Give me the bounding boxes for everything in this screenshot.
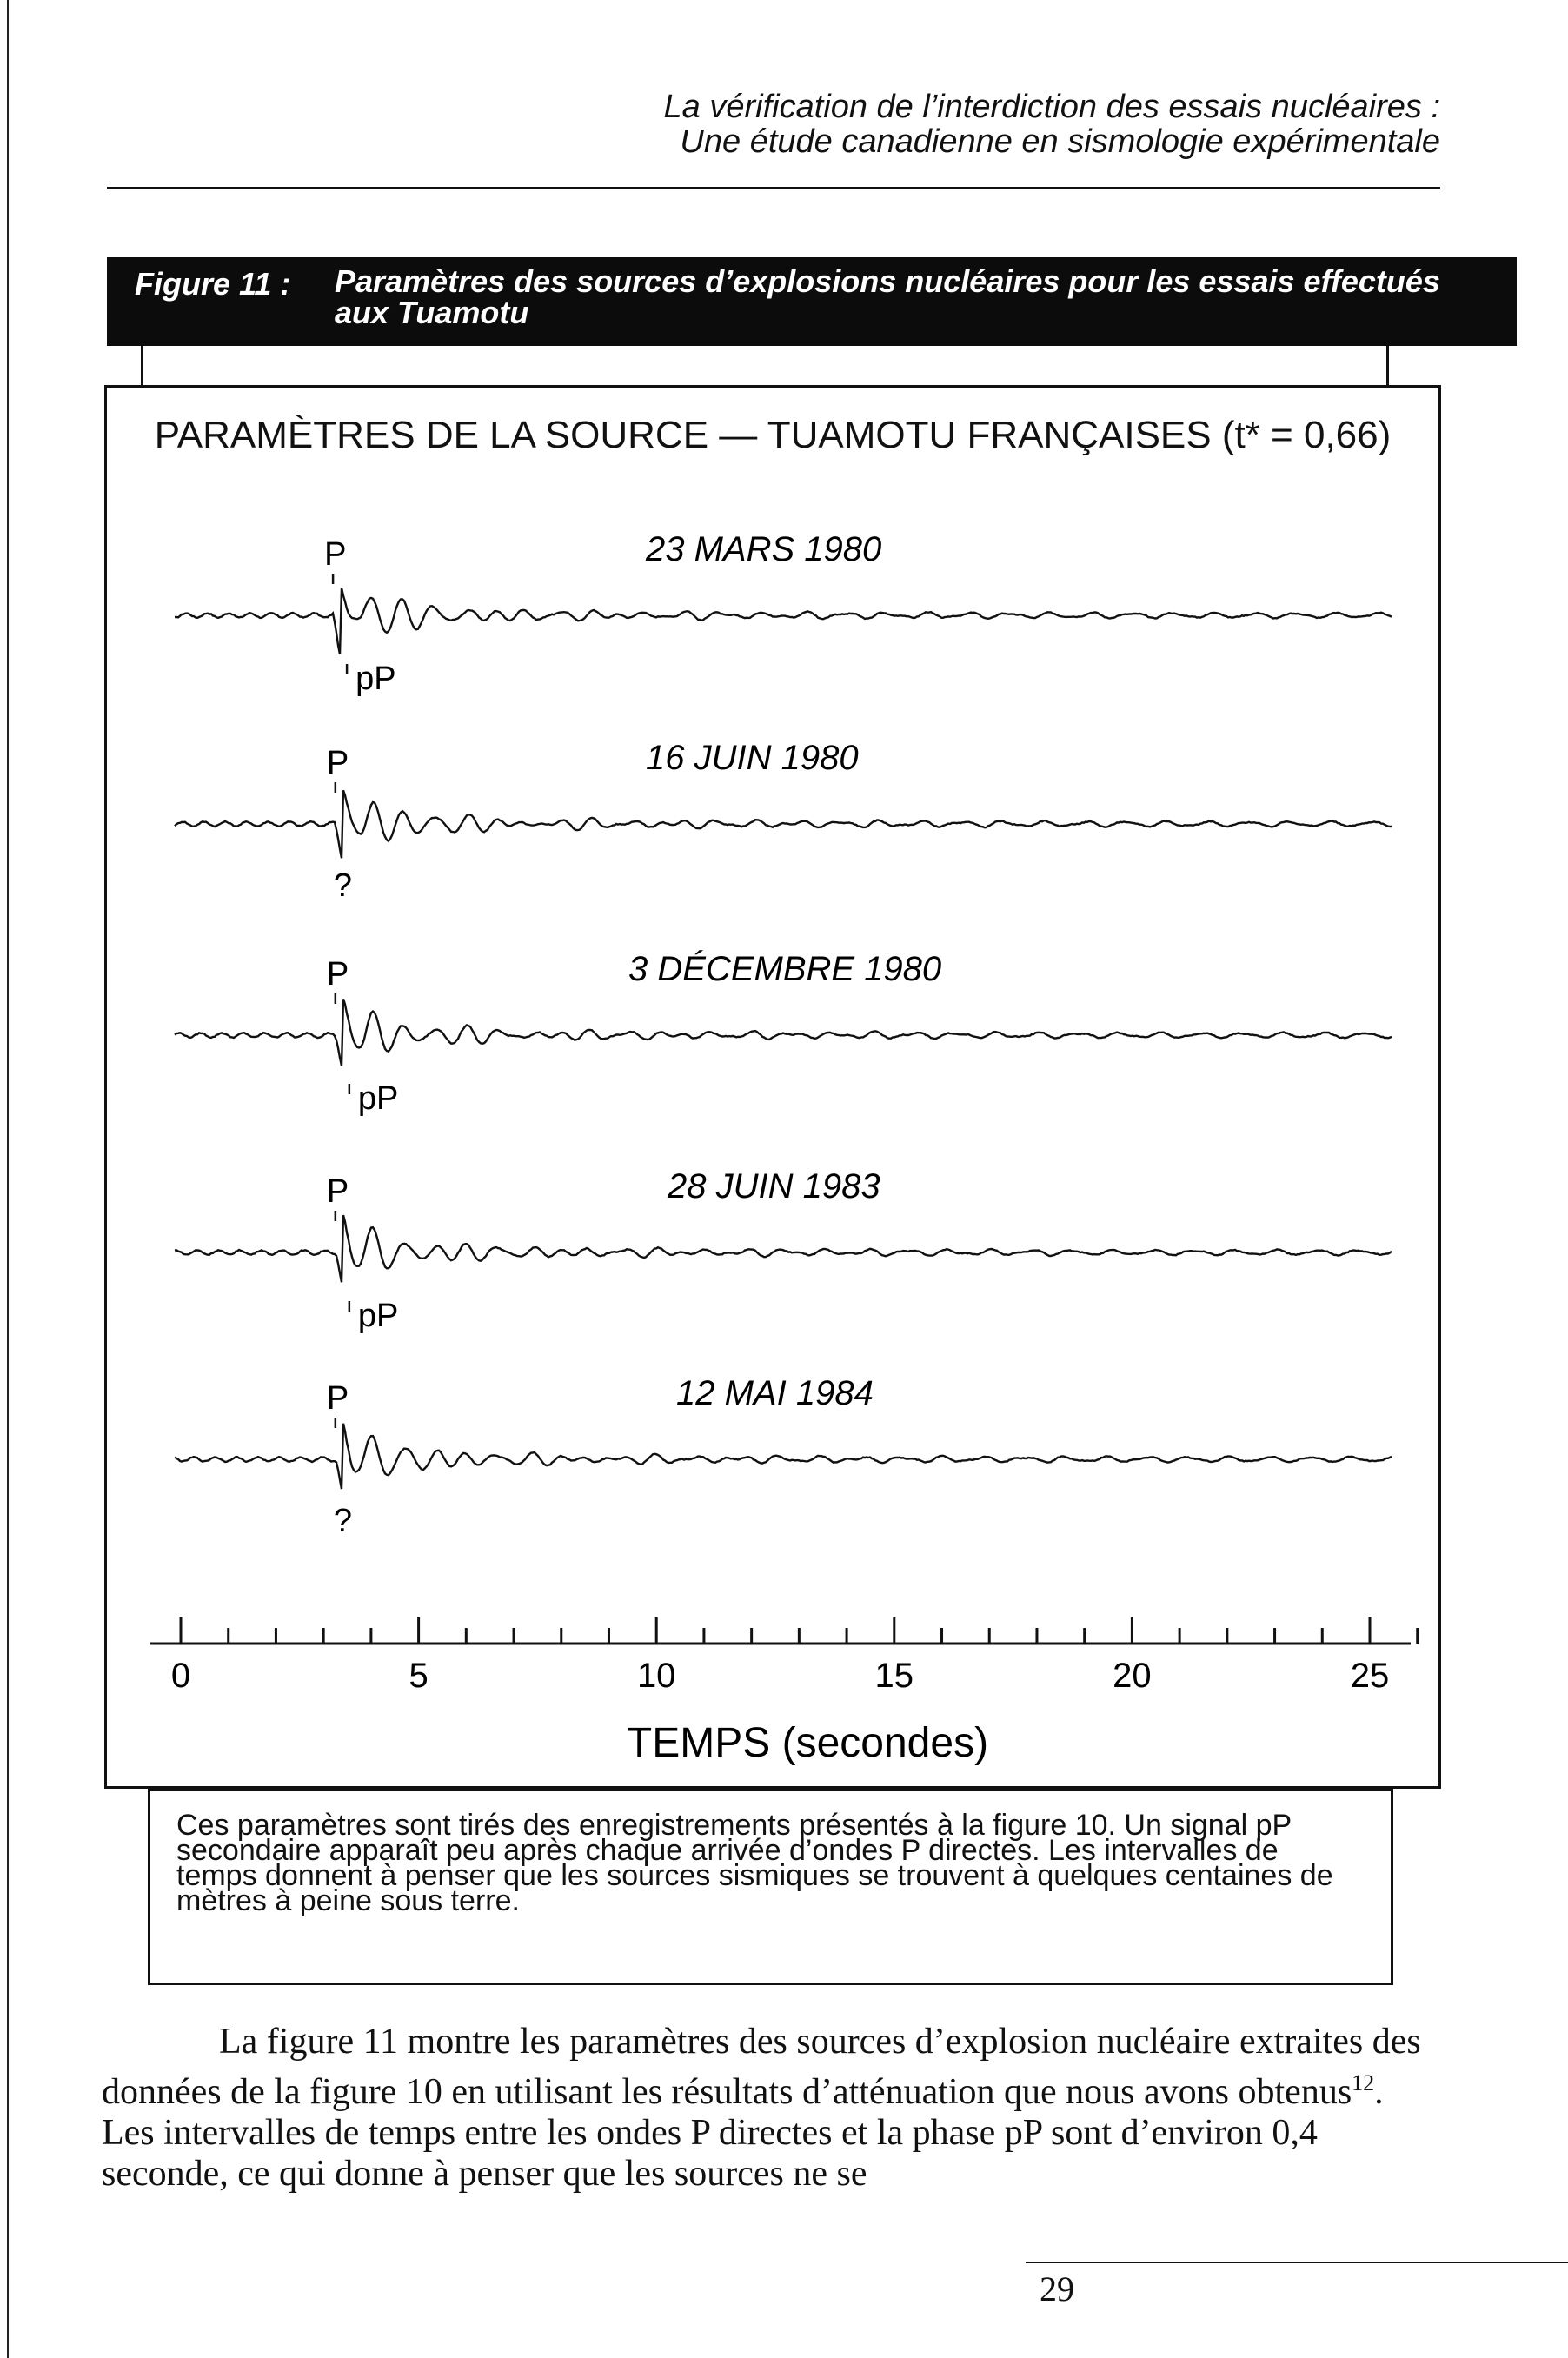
frame-connector-left	[141, 346, 143, 385]
body-text-part-1: La figure 11 montre les paramètres des sources d’explosion nucléaire extraites des données de la figure 10 en utilisant les résultats d’atténuation que nous avons obtenus	[102, 2022, 1421, 2112]
seismogram-trace	[175, 999, 1392, 1066]
p-arrival-label: P	[326, 745, 349, 781]
footer-rule	[1026, 2262, 1568, 2263]
footnote-ref: 12	[1352, 2070, 1375, 2096]
event-date-label: 28 JUIN 1983	[668, 1167, 880, 1206]
figure-caption: Ces paramètres sont tirés des enregistrements présentés à la figure 10. Un signal pP secondaire apparaît peu après chaque arrivée d’ondes P directes. Les intervalles de temps donnent à penser que les sources sismiques se trouvent à quelques centaines de mètres à peine sous terre.	[148, 1789, 1393, 1985]
figure-frame	[104, 385, 1441, 1789]
figure-label: Figure 11 :	[135, 266, 291, 302]
axis-tick-label: 5	[409, 1657, 429, 1695]
page-number: 29	[1040, 2269, 1074, 2308]
running-header	[664, 90, 1440, 159]
p-arrival-label: P	[324, 536, 347, 573]
seismogram-trace	[175, 1424, 1392, 1489]
scan-margin-line	[7, 0, 9, 2358]
event-date-label: 3 DÉCEMBRE 1980	[628, 950, 942, 988]
running-header-line-2: Une étude canadienne en sismologie expérimentale	[680, 123, 1440, 160]
seismogram-trace	[175, 588, 1392, 654]
seismogram-trace	[175, 1215, 1392, 1282]
axis-tick-label: 10	[636, 1657, 676, 1695]
pp-arrival-label: pP	[357, 1080, 399, 1117]
event-date-label: 23 MARS 1980	[646, 530, 882, 568]
chart-title: PARAMÈTRES DE LA SOURCE — TUAMOTU FRANÇAISES (t* = 0,66)	[154, 414, 1392, 456]
frame-connector-right	[1386, 346, 1389, 385]
pp-arrival-label: pP	[357, 1298, 399, 1334]
body-paragraph	[102, 2022, 1440, 2195]
p-arrival-label: P	[326, 1173, 349, 1210]
unknown-phase-label: ?	[333, 1503, 352, 1539]
seismogram-trace	[175, 790, 1392, 858]
header-rule	[107, 187, 1440, 189]
event-date-label: 12 MAI 1984	[676, 1374, 874, 1412]
pp-arrival-label: pP	[355, 661, 396, 697]
axis-tick-label: 0	[170, 1657, 191, 1695]
body-text-part-2: . Les intervalles de temps entre les ondes P directes et la phase pP sont d’environ 0,4 seconde, ce qui donne à penser que les sources ne se	[102, 2072, 1384, 2194]
seismogram-plot	[107, 388, 1438, 1786]
running-header-line-1: La vérification de l’interdiction des essais nucléaires :	[663, 89, 1440, 125]
p-arrival-label: P	[326, 1380, 349, 1417]
axis-tick-label: 15	[874, 1657, 914, 1695]
p-arrival-label: P	[326, 956, 349, 993]
axis-tick-label: 25	[1350, 1657, 1390, 1695]
axis-tick-label: 20	[1113, 1657, 1152, 1695]
axis-title: TEMPS (secondes)	[626, 1720, 989, 1766]
figure-title: Paramètres des sources d’explosions nucléaires pour les essais effectués aux Tuamotu	[335, 263, 1440, 330]
unknown-phase-label: ?	[333, 867, 352, 904]
figure-title-bar	[107, 257, 1517, 346]
event-date-label: 16 JUIN 1980	[646, 739, 859, 777]
